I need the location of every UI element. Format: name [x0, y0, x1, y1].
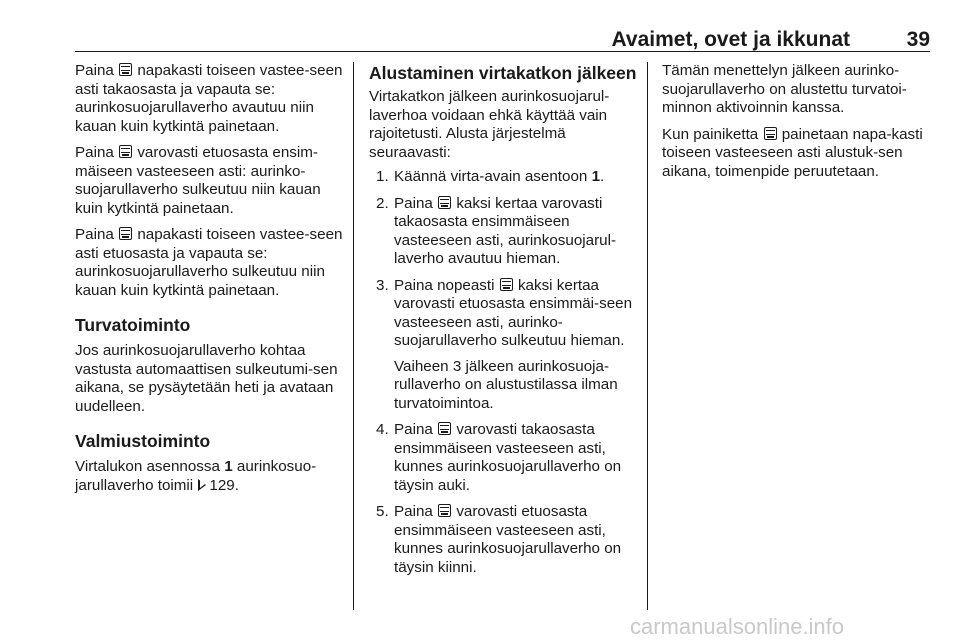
init-steps-list: [369, 168, 635, 577]
watermark: carmanualsonline.info: [630, 614, 845, 639]
sunblind-switch-icon: [764, 127, 777, 140]
sunblind-switch-icon: [438, 196, 451, 209]
paragraph-safety: Jos aurinkosuojarullaverho kohtaa vastusta automaattisen sulkeutumi-sen aikana, se pysäytetään heti ja avataan uudelleen.: [75, 342, 338, 415]
heading-alustaminen: Alustaminen virtakatkon jälkeen: [369, 63, 637, 83]
column-right: [662, 62, 930, 189]
list-item: 1. Käännä virta-avain asentoon 1.: [376, 168, 605, 185]
sunblind-switch-icon: [119, 145, 132, 158]
heading-turvatoiminto: Turvatoiminto: [75, 315, 191, 335]
page-reference-link[interactable]: 129.: [209, 476, 239, 494]
page-header-title: Avaimet, ovet ja ikkunat: [611, 28, 850, 51]
sunblind-switch-icon: [119, 227, 132, 240]
column-divider-2: [647, 62, 648, 610]
list-item: 5. Paina varovasti etuosasta ensimmäiseen vasteeseen asti, kunnes aurinkosuojarullaverho on täysin kiinni.: [376, 503, 622, 576]
paragraph-open-rear: Paina napakasti toiseen vastee-seen asti takaosasta ja vapauta se: aurinkosuojarullaverho avautuu niin kauan kuin kytkintä painetaan.: [75, 62, 343, 135]
list-item: 4. Paina varovasti takaosasta ensimmäiseen vasteeseen asti, kunnes aurinkosuojarullaverho on täysin auki.: [376, 421, 622, 494]
step-note: Vaiheen 3 jälkeen aurinkosuoja-rullaverho on alustustilassa ilman turvatoimintoa.: [394, 357, 618, 412]
column-left: [75, 62, 345, 503]
paragraph-cancel: Kun painiketta painetaan napa-kasti toiseen vasteeseen asti alustuk-sen aikana, toimenpide peruutetaan.: [662, 125, 923, 180]
paragraph-init-intro: Virtakatkon jälkeen aurinkosuojarul-laverhoa voidaan ehkä käyttää vain rajoitetusti. Alusta järjestelmä seuraavasti:: [369, 88, 610, 161]
header-rule: [75, 51, 930, 52]
column-middle: [369, 62, 635, 585]
paragraph-close-auto: Paina napakasti toiseen vastee-seen asti etuosasta ja vapauta se: aurinkosuojarullaverho sulkeutuu niin kauan kuin kytkintä painetaan.: [75, 226, 343, 299]
sunblind-switch-icon: [119, 63, 132, 76]
sunblind-switch-icon: [500, 278, 513, 291]
sunblind-switch-icon: [438, 504, 451, 517]
paragraph-standby: Virtalukon asennossa 1 aurinkosuo-jarullaverho toimii 129.: [75, 458, 317, 494]
column-divider-1: [353, 62, 354, 610]
paragraph-close-front: Paina varovasti etuosasta ensim-mäiseen vasteeseen asti: aurinko-suojarullaverho sulkeutuu niin kauan kuin kytkintä painetaan.: [75, 144, 321, 217]
sunblind-switch-icon: [438, 422, 451, 435]
paragraph-after-init: Tämän menettelyn jälkeen aurinko-suojarullaverho on alustettu turvatoi-minnon aktivoinnin kanssa.: [662, 62, 907, 116]
heading-valmiustoiminto: Valmiustoiminto: [75, 431, 211, 451]
list-item: 2. Paina kaksi kertaa varovasti takaosasta ensimmäiseen vasteeseen asti, aurinkosuojarul-laverho avautuu hieman.: [376, 194, 617, 267]
page-number: 39: [906, 28, 930, 51]
page-reference-icon: [198, 479, 206, 491]
list-item: 3. Paina nopeasti kaksi kertaa varovasti etuosasta ensimmäi-seen vasteeseen asti, aurinko-suojarullaverho sulkeutuu hieman. Vaiheen 3 jälkeen aurinkosuoja-rullaverho on alustustilassa ilman turvatoimintoa.: [369, 277, 635, 414]
